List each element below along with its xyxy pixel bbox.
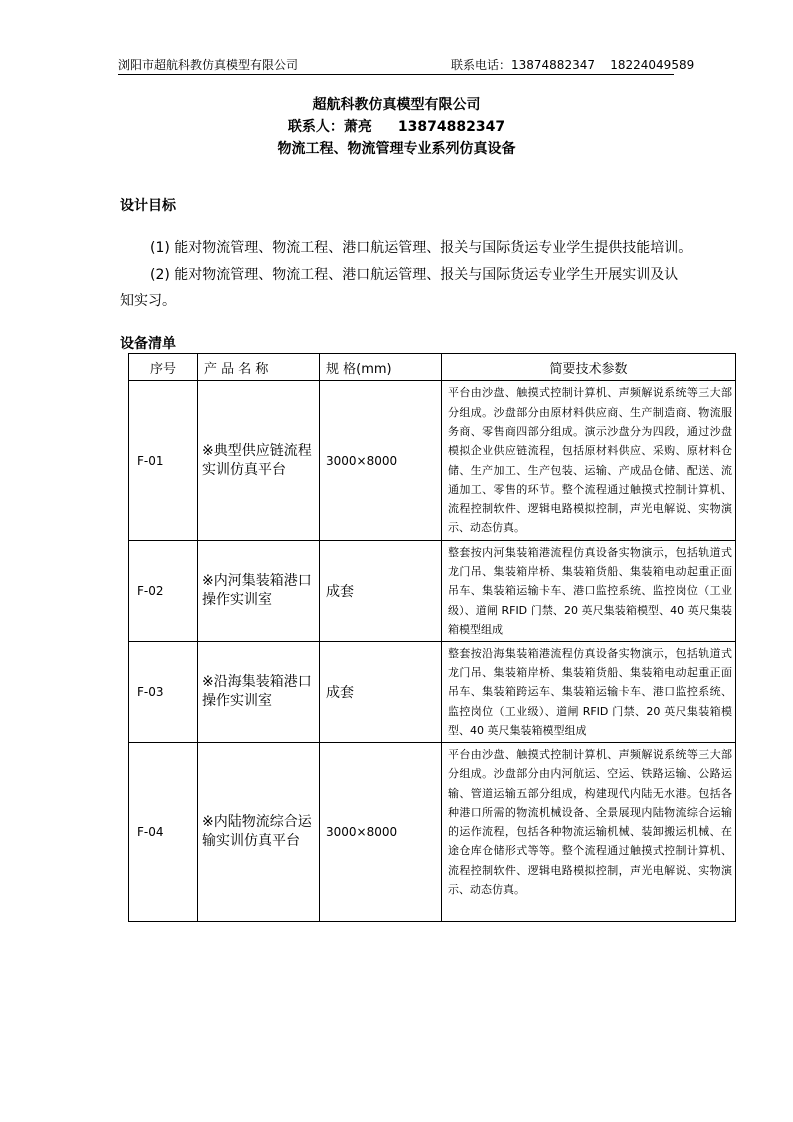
table-row bbox=[129, 381, 736, 541]
table-row bbox=[129, 541, 736, 642]
row-tech: 平台由沙盘、触摸式控制计算机、声频解说系统等三大部分组成。沙盘部分由内河航运、空运、铁路运输、公路运输、管道运输五部分组成，构建现代内陆无水港。包括各种港口所需的物流机械设备、全景展现内陆物流综合运输的运作流程，包括各种物流运输机械、装卸搬运机械、在途仓库仓储形式等等。整个流程通过触摸式控制计算机、流程控制软件、逻辑电路模拟控制，声光电解说、实物演示、动态仿真。 bbox=[442, 743, 736, 922]
design-goal-heading: 设计目标 bbox=[120, 198, 176, 214]
column-header-spec: 规 格(mm) bbox=[320, 354, 442, 381]
design-goal-item-2-continued: 知实习。 bbox=[120, 293, 176, 309]
contact-label: 联系人：萧亮 bbox=[287, 119, 372, 135]
row-id: F-03 bbox=[129, 642, 198, 743]
row-spec: 成套 bbox=[320, 541, 442, 642]
row-id: F-04 bbox=[129, 743, 198, 922]
row-tech: 整套按沿海集装箱港流程仿真设备实物演示，包括轨道式龙门吊、集装箱岸桥、集装箱货船、集装箱电动起重正面吊车、集装箱跨运车、集装箱运输卡车、港口监控系统、监控岗位（工业级）、道闸 RFID 门禁、20 英尺集装箱模型、40 英尺集装箱模型组成 bbox=[442, 642, 736, 743]
row-name: ※典型供应链流程实训仿真平台 bbox=[198, 381, 320, 541]
row-tech: 平台由沙盘、触摸式控制计算机、声频解说系统等三大部分组成。沙盘部分由原材料供应商、生产制造商、物流服务商、零售商四部分组成。演示沙盘分为四段，通过沙盘模拟企业供应链流程，包括原材料供应、采购、原材料仓储、生产加工、生产包装、运输、产成品仓储、配送、流通加工、零售的环节。整个流程通过触摸式控制计算机、流程控制软件、逻辑电路模拟控制，声光电解说、实物演示、动态仿真。 bbox=[442, 381, 736, 541]
row-id: F-02 bbox=[129, 541, 198, 642]
column-header-tech: 简要技术参数 bbox=[442, 354, 736, 381]
row-tech: 整套按内河集装箱港流程仿真设备实物演示，包括轨道式龙门吊、集装箱岸桥、集装箱货船、集装箱电动起重正面吊车、集装箱运输卡车、港口监控系统、监控岗位（工业级）、道闸 RFID 门禁、20 英尺集装箱模型、40 英尺集装箱模型组成 bbox=[442, 541, 736, 642]
row-spec: 成套 bbox=[320, 642, 442, 743]
contact-phone: 13874882347 bbox=[397, 119, 506, 135]
table-row bbox=[129, 743, 736, 922]
design-goal-item-2: (2) 能对物流管理、物流工程、港口航运管理、报关与国际货运专业学生开展实训及认 bbox=[150, 267, 679, 283]
equipment-table bbox=[128, 353, 736, 922]
page-header bbox=[118, 56, 695, 75]
row-name: ※内河集装箱港口操作实训室 bbox=[198, 541, 320, 642]
row-name: ※内陆物流综合运输实训仿真平台 bbox=[198, 743, 320, 922]
design-goal-item-1: (1) 能对物流管理、物流工程、港口航运管理、报关与国际货运专业学生提供技能培训。 bbox=[150, 240, 693, 256]
column-header-name: 产 品 名 称 bbox=[198, 354, 320, 381]
table-row bbox=[129, 642, 736, 743]
header-company: 浏阳市超航科教仿真模型有限公司 bbox=[118, 58, 299, 72]
company-title: 超航科教仿真模型有限公司 bbox=[312, 97, 481, 113]
equipment-heading: 设备清单 bbox=[120, 336, 176, 352]
row-id: F-01 bbox=[129, 381, 198, 541]
row-spec: 3000×8000 bbox=[320, 381, 442, 541]
column-header-id: 序号 bbox=[129, 354, 198, 381]
row-name: ※沿海集装箱港口操作实训室 bbox=[198, 642, 320, 743]
contact-line bbox=[0, 117, 793, 137]
table-header-row bbox=[129, 354, 736, 381]
subject-title: 物流工程、物流管理专业系列仿真设备 bbox=[277, 141, 516, 157]
row-spec: 3000×8000 bbox=[320, 743, 442, 922]
header-phone: 联系电话：13874882347 18224049589 bbox=[451, 58, 695, 72]
